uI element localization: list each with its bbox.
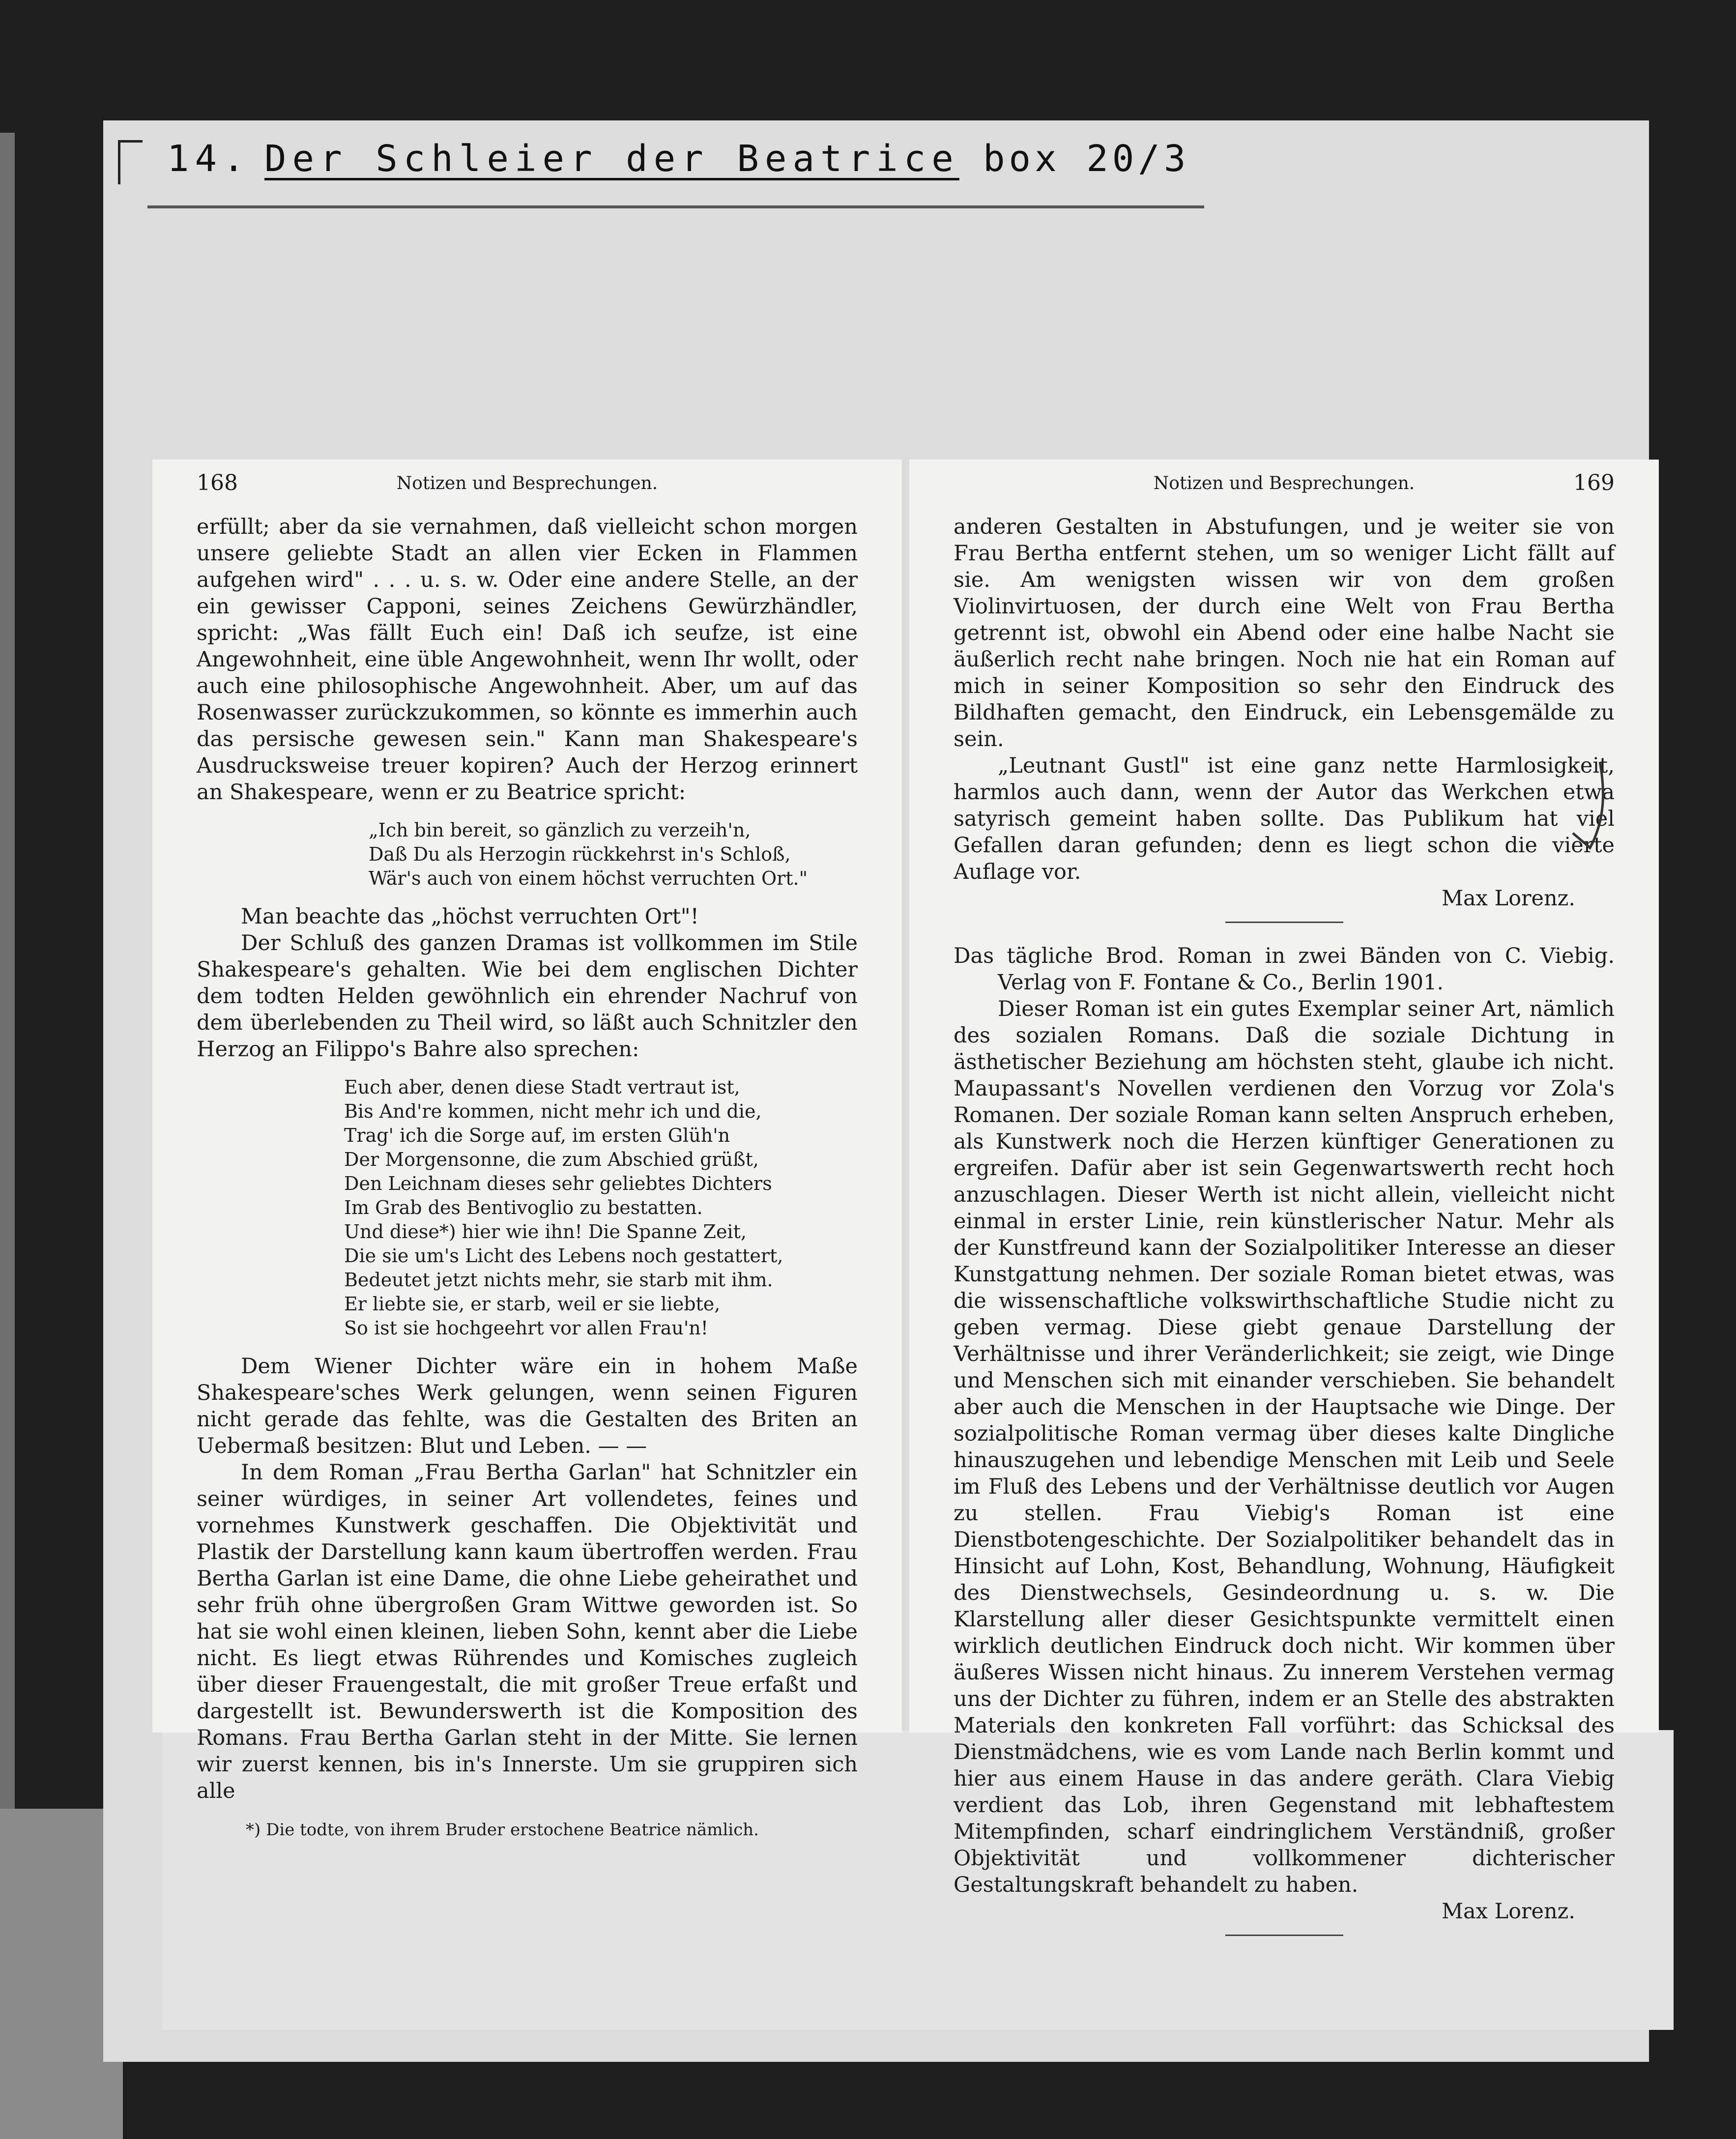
page-text-right [954, 514, 1615, 1956]
paragraph: Dieser Roman ist ein gutes Exemplar seiner Art, nämlich des sozialen Romans. Daß die soziale Dichtung in ästhetischer Beziehung am höchsten steht, glaube ich nicht. Maupassant's Novellen verdienen den Vorzug vor Zola's Romanen. Der soziale Roman kann selten Anspruch erheben, als Kunstwerk noch die Herzen künftiger Generationen zu ergreifen. Dafür aber ist sein Gegenwartswerth recht hoch anzuschlagen. Dieser Werth ist nicht allein, vielleicht nicht einmal in erster Linie, rein künstlerischer Natur. Mehr als der Kunstfreund kann der Sozialpolitiker Interesse an dieser Kunstgattung nehmen. Der soziale Roman bietet etwas, was die wissenschaftliche volkswirthschaftliche Studie nicht zu geben vermag. Diese giebt genaue Darstellung der Verhältnisse und ihrer Veränderlichkeit; sie zeigt, wie Dinge und Menschen sich mit einander verschieben. Sie behandelt aber auch die Menschen in der Hauptsache wie Dinge. Der sozialpolitische Roman vermag über dieses kalte Dingliche hinauszugehen und lebendige Menschen mit Leib und Seele im Fluß des Lebens und der Verhältnisse deutlich vor Augen zu stellen. Frau Viebig's Roman ist eine Dienstbotengeschichte. Der Sozialpolitiker behandelt das in Hinsicht auf Lohn, Kost, Behandlung, Wohnung, Häufigkeit des Dienstwechsels, Gesindeordnung u. s. w. Die Klarstellung aller dieser Gesichtspunkte vermittelt einen wirklich deutlichen Eindruck doch nicht. Wir kommen über äußeres Wissen nicht hinaus. Zu innerem Verstehen vermag uns der Dichter zu führen, indem er an Stelle des abstrakten Materials den konkreten Fall vorführt: das Schicksal des Dienstmädchens, wie es vom Lande nach Berlin kommt und hier aus einem Hause in das andere geräth. Clara Viebig verdient das Lob, ihren Gegenstand mit lebhaftestem Mitempfinden, scharf eindringlichem Verständniß, großer Objektivität und vollkommener dichterischer Gestaltungskraft behandelt zu haben. [954, 997, 1615, 1897]
review-heading: Das tägliche Brod. Roman in zwei Bänden von C. Viebig. Verlag von F. Fontane & Co., Berlin 1901. [954, 944, 1615, 995]
archive-title: Der Schleier der Beatrice [264, 138, 959, 180]
verse-line: Und diese*) hier wie ihn! Die Spanne Zeit, [344, 1221, 747, 1243]
paragraph: Der Schluß des ganzen Dramas ist vollkommen im Stile Shakespeare's gehalten. Wie bei dem englischen Dichter dem todten Helden gewöhnlich ein ehrender Nachruf von dem überlebenden zu Theil wird, so läßt auch Schnitzler den Herzog an Filippo's Bahre also sprechen: [197, 931, 858, 1062]
verse-line: Er liebte sie, er starb, weil er sie liebte, [344, 1293, 721, 1315]
footnote: *) Die todte, von ihrem Bruder erstochene Beatrice nämlich. [246, 1820, 759, 1840]
corner-mark [118, 140, 143, 184]
verse-quote-2 [197, 1075, 858, 1340]
running-title: Notizen und Besprechungen. [1153, 473, 1415, 493]
verse-line: Wär's auch von einem höchst verruchten Ort." [369, 867, 808, 889]
page-168 [152, 460, 902, 1840]
verse-line: Die sie um's Licht des Lebens noch gestattert, [344, 1245, 783, 1267]
verse-line: Bis And're kommen, nicht mehr ich und die, [344, 1100, 762, 1122]
verse-line: Daß Du als Herzogin rückkehrst in's Schloß, [369, 843, 791, 865]
page-number: 168 [197, 470, 238, 495]
paragraph: erfüllt; aber da sie vernahmen, daß vielleicht schon morgen unsere geliebte Stadt an allen vier Ecken in Flammen aufgehen wird" . . . u. s. w. Oder eine andere Stelle, an der ein gewisser Capponi, seines Zeichens Gewürzhändler, spricht: „Was fällt Euch ein! Daß ich seufze, ist eine Angewohnheit, eine üble Angewohnheit, wenn Ihr wollt, oder auch eine philosophische Angewohnheit. Aber, um auf das Rosenwasser zurückzukommen, so könnte es immerhin auch das persische gewesen sein." Kann man Shakespeare's Ausdrucksweise treuer kopiren? Auch der Herzog erinnert an Shakespeare, wenn er zu Beatrice spricht: [197, 515, 858, 805]
page-text-left [197, 514, 858, 1841]
verse-quote-1 [197, 818, 858, 891]
verse-line: Im Grab des Bentivoglio zu bestatten. [344, 1197, 703, 1218]
verse-line: Bedeutet jetzt nichts mehr, sie starb mit ihm. [344, 1269, 773, 1291]
signature: Max Lorenz. [1441, 886, 1575, 911]
verse-line: Trag' ich die Sorge auf, im ersten Glüh'n [344, 1125, 730, 1146]
section-separator [1225, 1935, 1343, 1936]
verse-line: Euch aber, denen diese Stadt vertraut ist, [344, 1076, 740, 1098]
page-number: 169 [1573, 470, 1615, 495]
verse-line: „Ich bin bereit, so gänzlich zu verzeih'n, [369, 819, 751, 841]
verse-line: So ist sie hochgeehrt vor allen Frau'n! [344, 1317, 709, 1339]
archive-number: 14. [167, 138, 251, 180]
paragraph: Dem Wiener Dichter wäre ein in hohem Maße Shakespeare'sches Werk gelungen, wenn seinen Figuren nicht gerade das fehlte, was die Gestalten des Briten an Uebermaß besitzen: Blut und Leben. — — [197, 1354, 858, 1458]
verse-line: Den Leichnam dieses sehr geliebtes Dichters [344, 1173, 772, 1194]
paragraph: In dem Roman „Frau Bertha Garlan" hat Schnitzler ein seiner würdiges, in seiner Art vollendetes, feines und vornehmes Kunstwerk geschaffen. Die Objektivität und Plastik der Darstellung kann kaum übertroffen werden. Frau Bertha Garlan ist eine Dame, die ohne Liebe geheirathet und sehr früh ohne übergroßen Gram Wittwe geworden ist. So hat sie wohl einen kleinen, lieben Sohn, kennt aber die Liebe nicht. Es liegt etwas Rührendes und Komisches zugleich über dieser Frauengestalt, die mit großer Treue erfaßt und dargestellt ist. Bewunderswerth ist die Komposition des Romans. Frau Bertha Garlan steht in der Mitte. Sie lernen wir zuerst kennen, bis in's Innerste. Um sie gruppiren sich alle [197, 1460, 858, 1803]
paragraph: Man beachte das „höchst verruchten Ort"! [241, 904, 699, 929]
archive-box: box 20/3 [983, 138, 1190, 180]
verse-line: Der Morgensonne, die zum Abschied grüßt, [344, 1149, 759, 1170]
running-head-left [187, 470, 868, 500]
running-title: Notizen und Besprechungen. [396, 473, 658, 493]
paragraph: anderen Gestalten in Abstufungen, und je weiter sie von Frau Bertha entfernt stehen, um so weniger Licht fällt auf sie. Am wenigsten wissen wir von dem großen Violinvirtuosen, der durch eine Welt von Frau Bertha getrennt ist, obwohl ein Abend oder eine halbe Nacht sie äußerlich recht nahe bringen. Noch nie hat ein Roman auf mich in seiner Komposition so sehr den Eindruck des Bildhaften gemacht, den Eindruck, ein Lebensgemälde zu sein. [954, 515, 1615, 752]
running-head-right [944, 470, 1624, 500]
section-separator [1225, 922, 1343, 923]
paragraph: „Leutnant Gustl" ist eine ganz nette Harmlosigkeit, harmlos auch dann, wenn der Autor das Werkchen etwa satyrisch gemeint haben sollte. Das Publikum hat viel Gefallen daran gefunden; denn es liegt schon die vierte Auflage vor. [954, 753, 1615, 884]
page-169 [909, 460, 1659, 1924]
adjacent-sheet-edge [0, 133, 15, 1833]
pencil-check-mark [1570, 759, 1610, 858]
signature: Max Lorenz. [1441, 1899, 1575, 1924]
label-rule [147, 205, 1204, 208]
